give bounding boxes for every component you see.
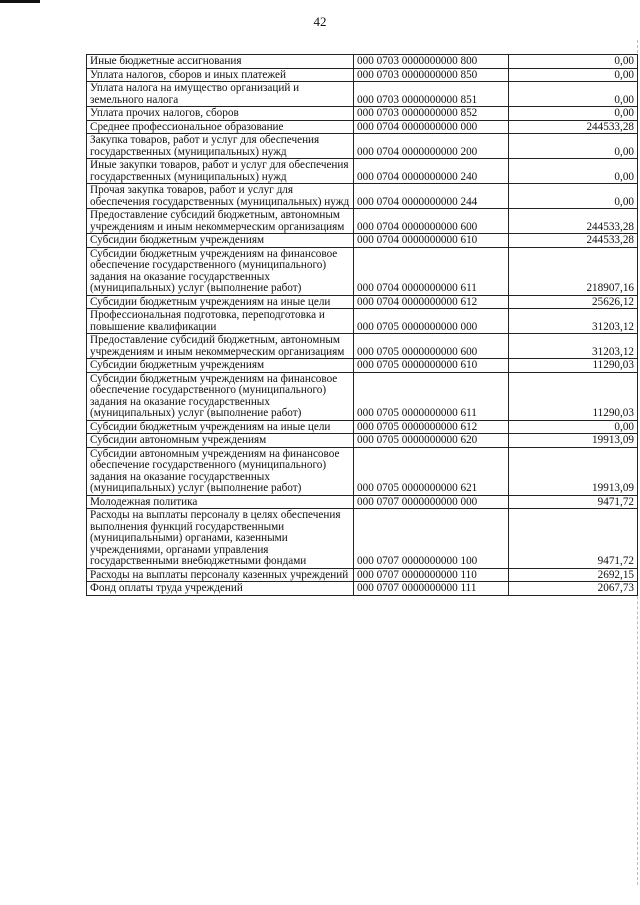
amount-cell: 11290,03 bbox=[509, 372, 638, 420]
budget-code-cell: 000 0705 0000000000 600 bbox=[354, 334, 509, 359]
table-row bbox=[87, 309, 638, 334]
table-row bbox=[87, 209, 638, 234]
amount-cell: 9471,72 bbox=[509, 495, 638, 509]
expense-name-cell: Субсидии бюджетным учреждениям на финансовое обеспечение государственного (муниципального) задания на оказание государственных (муниципальных) услуг (выполнение работ) bbox=[87, 247, 354, 295]
table-row bbox=[87, 120, 638, 134]
expense-name-cell: Субсидии бюджетным учреждениям на финансовое обеспечение государственного (муниципального) задания на оказание государственных (муниципальных) услуг (выполнение работ) bbox=[87, 372, 354, 420]
amount-cell: 244533,28 bbox=[509, 234, 638, 248]
amount-cell: 0,00 bbox=[509, 107, 638, 121]
amount-cell: 0,00 bbox=[509, 68, 638, 82]
expense-name-cell: Субсидии бюджетным учреждениям на иные цели bbox=[87, 420, 354, 434]
table-row bbox=[87, 295, 638, 309]
budget-code-cell: 000 0707 0000000000 111 bbox=[354, 582, 509, 596]
expense-name-cell: Расходы на выплаты персоналу казенных учреждений bbox=[87, 568, 354, 582]
amount-cell: 0,00 bbox=[509, 55, 638, 69]
budget-code-cell: 000 0704 0000000000 200 bbox=[354, 134, 509, 159]
page-number: 42 bbox=[313, 14, 327, 29]
budget-code-cell: 000 0705 0000000000 620 bbox=[354, 434, 509, 448]
budget-code-cell: 000 0704 0000000000 611 bbox=[354, 247, 509, 295]
amount-cell: 9471,72 bbox=[509, 509, 638, 569]
expense-name-cell: Уплата налогов, сборов и иных платежей bbox=[87, 68, 354, 82]
expense-name-cell: Субсидии бюджетным учреждениям на иные цели bbox=[87, 295, 354, 309]
amount-cell: 0,00 bbox=[509, 420, 638, 434]
budget-code-cell: 000 0704 0000000000 610 bbox=[354, 234, 509, 248]
table-row bbox=[87, 582, 638, 596]
expense-name-cell: Расходы на выплаты персоналу в целях обеспечения выполнения функций государственными (муниципальными) органами, казенными учреждениями, органами управления государственными внебюджетными фондами bbox=[87, 509, 354, 569]
table-row bbox=[87, 420, 638, 434]
budget-code-cell: 000 0705 0000000000 612 bbox=[354, 420, 509, 434]
budget-code-cell: 000 0705 0000000000 000 bbox=[354, 309, 509, 334]
table-row bbox=[87, 359, 638, 373]
scan-corner-mark bbox=[0, 0, 40, 3]
expense-name-cell: Субсидии автономным учреждениям bbox=[87, 434, 354, 448]
expense-name-cell: Предоставление субсидий бюджетным, автономным учреждениям и иным некоммерческим организациям bbox=[87, 334, 354, 359]
budget-code-cell: 000 0704 0000000000 600 bbox=[354, 209, 509, 234]
amount-cell: 0,00 bbox=[509, 159, 638, 184]
budget-code-cell: 000 0707 0000000000 100 bbox=[354, 509, 509, 569]
amount-cell: 2692,15 bbox=[509, 568, 638, 582]
expense-name-cell: Молодежная политика bbox=[87, 495, 354, 509]
amount-cell: 2067,73 bbox=[509, 582, 638, 596]
amount-cell: 0,00 bbox=[509, 82, 638, 107]
amount-cell: 31203,12 bbox=[509, 334, 638, 359]
table-row bbox=[87, 568, 638, 582]
budget-table bbox=[86, 54, 638, 596]
budget-code-cell: 000 0707 0000000000 000 bbox=[354, 495, 509, 509]
table-row bbox=[87, 334, 638, 359]
budget-code-cell: 000 0704 0000000000 244 bbox=[354, 184, 509, 209]
budget-code-cell: 000 0705 0000000000 611 bbox=[354, 372, 509, 420]
table-row bbox=[87, 184, 638, 209]
budget-table-body bbox=[87, 55, 638, 596]
budget-code-cell: 000 0704 0000000000 000 bbox=[354, 120, 509, 134]
expense-name-cell: Закупка товаров, работ и услуг для обеспечения государственных (муниципальных) нужд bbox=[87, 134, 354, 159]
budget-code-cell: 000 0703 0000000000 851 bbox=[354, 82, 509, 107]
budget-code-cell: 000 0703 0000000000 852 bbox=[354, 107, 509, 121]
amount-cell: 19913,09 bbox=[509, 447, 638, 495]
expense-name-cell: Предоставление субсидий бюджетным, автономным учреждениям и иным некоммерческим организациям bbox=[87, 209, 354, 234]
expense-name-cell: Субсидии автономным учреждениям на финансовое обеспечение государственного (муниципального) задания на оказание государственных (муниципальных) услуг (выполнение работ) bbox=[87, 447, 354, 495]
budget-code-cell: 000 0707 0000000000 110 bbox=[354, 568, 509, 582]
expense-name-cell: Иные закупки товаров, работ и услуг для обеспечения государственных (муниципальных) нужд bbox=[87, 159, 354, 184]
table-row bbox=[87, 55, 638, 69]
budget-code-cell: 000 0705 0000000000 621 bbox=[354, 447, 509, 495]
budget-code-cell: 000 0704 0000000000 612 bbox=[354, 295, 509, 309]
budget-code-cell: 000 0704 0000000000 240 bbox=[354, 159, 509, 184]
table-row bbox=[87, 372, 638, 420]
budget-code-cell: 000 0703 0000000000 800 bbox=[354, 55, 509, 69]
table-row bbox=[87, 509, 638, 569]
amount-cell: 244533,28 bbox=[509, 120, 638, 134]
amount-cell: 0,00 bbox=[509, 134, 638, 159]
amount-cell: 244533,28 bbox=[509, 209, 638, 234]
expense-name-cell: Среднее профессиональное образование bbox=[87, 120, 354, 134]
budget-code-cell: 000 0705 0000000000 610 bbox=[354, 359, 509, 373]
amount-cell: 19913,09 bbox=[509, 434, 638, 448]
table-row bbox=[87, 82, 638, 107]
amount-cell: 11290,03 bbox=[509, 359, 638, 373]
expense-name-cell: Прочая закупка товаров, работ и услуг для обеспечения государственных (муниципальных) нужд bbox=[87, 184, 354, 209]
expense-name-cell: Субсидии бюджетным учреждениям bbox=[87, 234, 354, 248]
expense-name-cell: Уплата налога на имущество организаций и земельного налога bbox=[87, 82, 354, 107]
expense-name-cell: Фонд оплаты труда учреждений bbox=[87, 582, 354, 596]
expense-name-cell: Уплата прочих налогов, сборов bbox=[87, 107, 354, 121]
budget-code-cell: 000 0703 0000000000 850 bbox=[354, 68, 509, 82]
table-row bbox=[87, 447, 638, 495]
amount-cell: 218907,16 bbox=[509, 247, 638, 295]
table-row bbox=[87, 434, 638, 448]
table-row bbox=[87, 159, 638, 184]
expense-name-cell: Субсидии бюджетным учреждениям bbox=[87, 359, 354, 373]
expense-name-cell: Профессиональная подготовка, переподготовка и повышение квалификации bbox=[87, 309, 354, 334]
table-row bbox=[87, 234, 638, 248]
table-row bbox=[87, 134, 638, 159]
expense-name-cell: Иные бюджетные ассигнования bbox=[87, 55, 354, 69]
table-row bbox=[87, 495, 638, 509]
amount-cell: 25626,12 bbox=[509, 295, 638, 309]
amount-cell: 31203,12 bbox=[509, 309, 638, 334]
amount-cell: 0,00 bbox=[509, 184, 638, 209]
table-row bbox=[87, 247, 638, 295]
table-row bbox=[87, 68, 638, 82]
table-row bbox=[87, 107, 638, 121]
